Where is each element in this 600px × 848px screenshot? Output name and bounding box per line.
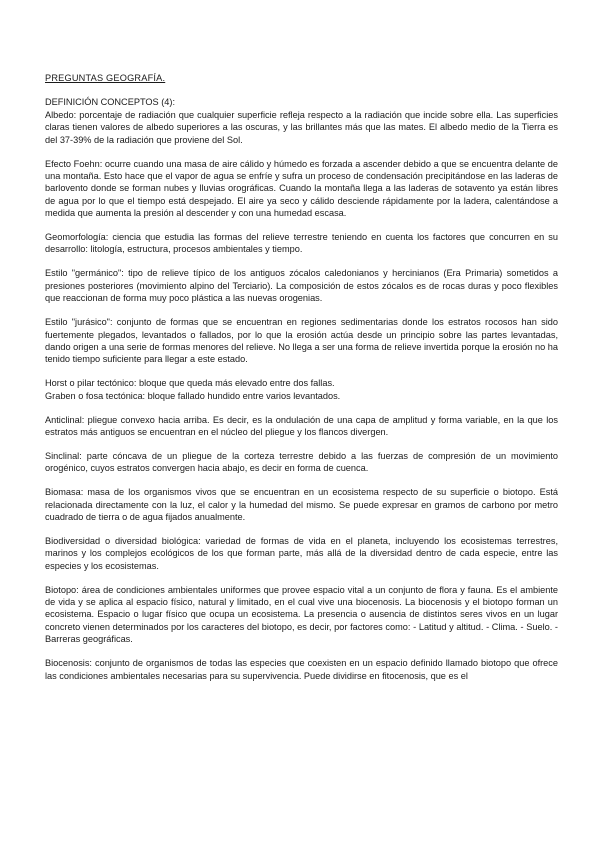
paragraph-sinclinal: Sinclinal: parte cóncava de un pliegue de la corteza terrestre debido a las fuerzas de compresión de un movimiento orogénico, cuyos estratos convergen hacia abajo, es decir en forma de cuenca. [45, 450, 558, 474]
section-heading: DEFINICIÓN CONCEPTOS (4): [45, 97, 175, 108]
paragraph-albedo: Albedo: porcentaje de radiación que cualquier superficie refleja respecto a la radiación que incide sobre ella. Las superficies claras tienen valores de albedo superiores a las oscuras, y las brillantes más que las mates. El albedo medio de la Tierra es del 37-39% de la radiación que proviene del Sol. [45, 109, 558, 145]
paragraph-anticlinal: Anticlinal: pliegue convexo hacia arriba. Es decir, es la ondulación de una capa de amplitud y forma variable, en la que los estratos más antiguos se encuentran en el núcleo del pliegue y los flancos divergen. [45, 414, 558, 437]
paragraph-graben: Graben o fosa tectónica: bloque fallado hundido entre varios levantados. [45, 390, 341, 401]
paragraph-horst: Horst o pilar tectónico: bloque que queda más elevado entre dos fallas. [45, 378, 335, 389]
document-page [45, 72, 558, 693]
paragraph-efecto-foehn: Efecto Foehn: ocurre cuando una masa de aire cálido y húmedo es forzada a ascender debido a que se encuentra delante de una montaña. Esto hace que el vapor de agua se enfríe y sufra un proceso de condensación precipitándose en las laderas de barlovento donde se forman nubes y lluvias orográficas. Cuando la montaña llega a las laderas de sotavento ya están libres de agua por lo que el tiempo está despejado. El aire ya seco y cálido desciende rápidamente por la ladera, calentándose a medida que aumenta la presión al descender y con una humedad escasa. [45, 158, 558, 219]
paragraph-biomasa: Biomasa: masa de los organismos vivos que se encuentran en un ecosistema respecto de su superficie o biotopo. Está relacionada directamente con la luz, el calor y la humedad del mismo. Se puede expresar en gramos de carbono por metro cuadrado de tierra o de agua fijados anualmente. [45, 487, 558, 522]
paragraph-estilo-germanico: Estilo "germánico": tipo de relieve típico de los antiguos zócalos caledonianos y hercinianos (Era Primaria) sometidos a presiones posteriores (movimiento alpino del Terciario). La composición de estos zócalos es de rocas duras y poco flexibles que reaccionan de forma muy poco plástica a las nuevas orogenias. [45, 268, 558, 304]
paragraph-estilo-jurasico: Estilo "jurásico": conjunto de formas que se encuentran en regiones sedimentarias donde los estratos rocosos han sido fuertemente plegados, levantados o fallados, por lo que la erosión actúa desde un principio sobre las partes levantadas, dando origen a una serie de formas menores del relieve. No llega a ser una forma de relieve invertida porque la erosión no ha tenido tiempo suficiente para llegar a este estado. [45, 317, 558, 365]
paragraph-biotopo: Biotopo: área de condiciones ambientales uniformes que provee espacio vital a un conjunto de flora y fauna. Es el ambiente de vida y se aplica al espacio físico, natural y limitado, en el cual vive una biocenosis. La biocenosis y el biotopo forman un ecosistema. Espacio o lugar físico que ocupa un ecosistema. La presencia o ausencia de distintos seres vivos en un lugar concreto vienen determinados por los caracteres del biotopo, es decir, por factores como: - Latitud y altitud. - Clima. - Suelo. - Barreras geográficas. [45, 584, 558, 645]
paragraph-geomorfologia: Geomorfología: ciencia que estudia las formas del relieve terrestre teniendo en cuenta los factores que concurren en su desarrollo: litología, estructura, procesos ambientales y tiempo. [45, 232, 558, 255]
paragraph-biocenosis: Biocenosis: conjunto de organismos de todas las especies que coexisten en un espacio definido llamado biotopo que ofrece las condiciones ambientales necesarias para su supervivencia. Puede dividirse en fitocenosis, que es el [45, 658, 558, 681]
document-title: PREGUNTAS GEOGRAFÍA. [45, 73, 166, 83]
paragraph-biodiversidad: Biodiversidad o diversidad biológica: variedad de formas de vida en el planeta, incluyendo los ecosistemas terrestres, marinos y los complejos ecológicos de los que forman parte, más allá de la diversidad dentro de cada especie, entre las especies y los ecosistemas. [45, 535, 558, 571]
